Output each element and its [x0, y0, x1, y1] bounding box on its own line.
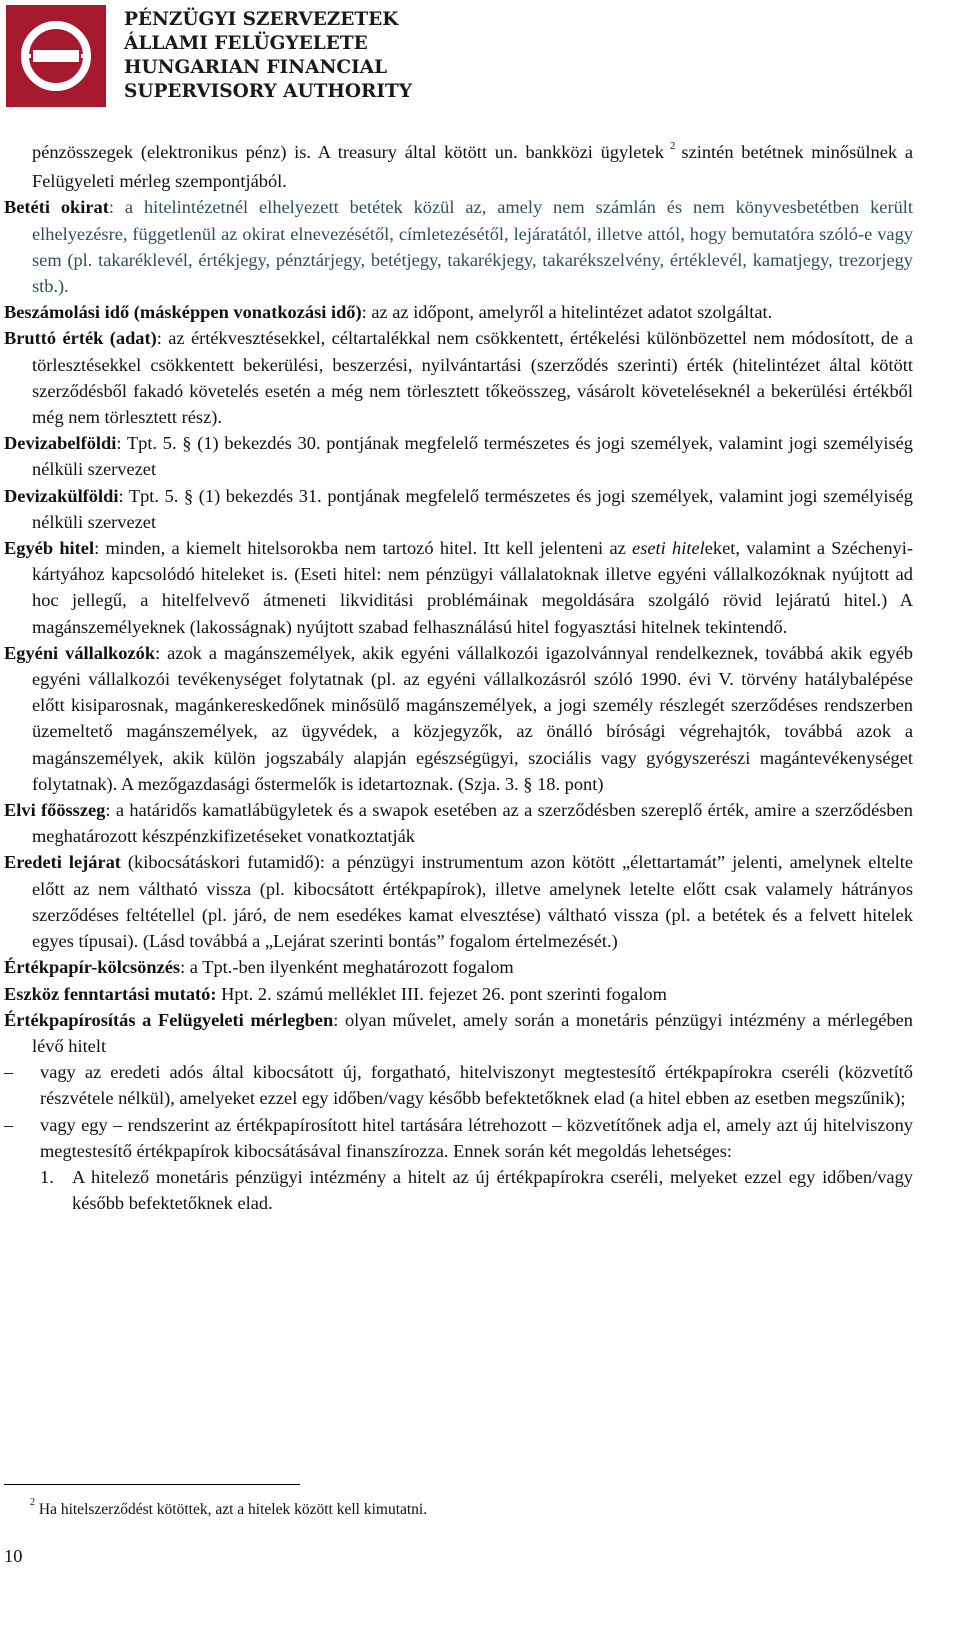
term: Eszköz fenntartási mutató: — [4, 983, 217, 1004]
page-header — [6, 4, 412, 108]
org-name-line-3: HUNGARIAN FINANCIAL — [124, 57, 388, 78]
footnote-divider — [4, 1484, 300, 1485]
definition-ertekpapir-kolcsonzes: Értékpapír-kölcsönzés: a Tpt.-ben ilyenként meghatározott fogalom — [4, 957, 514, 978]
definition-beteti-okirat: Betéti okirat: a hitelintézetnél elhelyezett betétek közül az, amely nem számlán és nem könyvesbetétben került elhelyezésre, függetlenül az okirat elnevezésétől, címletezésétől, lejáratától, illetve attól, hogy bemutatóra szóló-e vagy sem (pl. takaréklevél, értékjegy, pénztárjegy, betétjegy, takarékjegy, takarékszelvény, értéklevél, kamatjegy, trezorjegy stb.). — [4, 197, 913, 297]
definition-elvi-foosszeg: Elvi főösszeg: a határidős kamatlábügyletek és a swapok esetében az a szerződésben szereplő érték, amire a szerződésben meghatározott készpénzkifizetéseket vonatkoztatják — [4, 800, 913, 847]
definition-ertekpapirositas: Értékpapírosítás a Felügyeleti mérlegben: olyan művelet, amely során a monetáris pénzügyi intézmény a mérlegében lévő hitelt — [4, 1009, 913, 1056]
document-body — [4, 139, 913, 1216]
footnote-number: 2 — [30, 1497, 35, 1508]
term: Egyéb hitel — [4, 538, 95, 559]
paragraph-continuation: pénzösszegek (elektronikus pénz) is. A treasury által kötött un. bankközi ügyletek $^2$ szintén betétnek minősülnek a Felügyeleti mérleg szempontjából. — [32, 140, 913, 192]
org-name-line-2: ÁLLAMI FELÜGYELETE — [124, 33, 368, 54]
org-name-line-4: SUPERVISORY AUTHORITY — [124, 81, 413, 102]
organization-name — [124, 8, 412, 104]
definition-beszamolasi-ido: Beszámolási idő (másképpen vonatkozási idő): az az időpont, amelyről a hitelintézet adatot szolgáltat. — [4, 302, 773, 323]
footnote-reference: 2 — [669, 140, 676, 152]
list-item: – vagy egy – rendszerint az értékpapírosított hitel tartására létrehozott – közvetítőnek adja el, amely azt új hitelviszony megtestesítő értékpapírok kibocsátásával finanszírozza. Ennek során két megoldás lehetséges: — [4, 1112, 913, 1164]
definition-devizakulfoldi: Devizakülföldi: Tpt. 5. § (1) bekezdés 31. pontjának megfelelő természetes és jogi személyek, valamint jogi személyiség nélküli szervezet — [4, 485, 913, 532]
dash-bullet: – — [4, 1062, 14, 1083]
term: Devizakülföldi — [4, 485, 119, 506]
definition-egyeni-vallalkozok: Egyéni vállalkozók: azok a magánszemélyek, akik egyéni vállalkozói igazolvánnyal rendelkeznek, továbbá akik egyéb egyéni vállalkozói tevékenységet folytatnak (pl. az egyéni vállalkozásról szóló 1990. évi V. törvény hatálybalépése előtt kisiparosnak, magánkereskedőnek minősülő magánszemélyek, a jogi személy részlegét szerződéses rendszerben üzemeltető magánszemélyek, az ügyvédek, a közjegyzők, az önálló bírósági végrehajtók, továbbá azok a magánszemélyek, akik külön jogszabály alapján egészségügyi, szociális vagy gyógyszerészi magántevékenységet folytatnak). A mezőgazdasági őstermelők is idetartoznak. (Szja. 3. § 18. pont) — [4, 642, 913, 794]
definition-egyeb-hitel: Egyéb hitel: minden, a kiemelt hitelsorokba nem tartozó hitel. Itt kell jelenteni az eseti hiteleket, valamint a Széchenyi-kártyához kapcsolódó hiteleket is. (Eseti hitel: nem pénzügyi vállalatoknak illetve egyéni vállalkozóknak nyújtott ad hoc jellegű, a hitelfelvevő átmeneti likviditási problémáinak megoldására szolgáló rövid lejáratú hitel.) A magánszemélyeknek (lakosságnak) nyújtott szabad felhasználású hitel fogyasztási hitelnek tekintendő. — [4, 538, 913, 637]
org-name-line-1: PÉNZÜGYI SZERVEZETEK — [124, 9, 399, 30]
definition-devizabelfoldi: Devizabelföldi: Tpt. 5. § (1) bekezdés 30. pontjának megfelelő természetes és jogi személyek, valamint jogi személyiség nélküli szervezet — [4, 433, 913, 480]
term: Eredeti lejárat — [4, 852, 121, 873]
term: Beszámolási idő (másképpen vonatkozási idő) — [4, 302, 362, 323]
definition-eszkoz-fenntartasi-mutato: Eszköz fenntartási mutató: Hpt. 2. számú melléklet III. fejezet 26. pont szerinti fogalom — [4, 983, 667, 1004]
definition-brutto-ertek: Bruttó érték (adat): az értékvesztésekkel, céltartalékkal nem csökkentett, értékelési különbözettel nem módosított, de a törlesztésekkel csökkentett bekerülési, beszerzési, nyilvántartási (szerződés szerinti) érték (hitelintézet által kötött szerződésből fakadó követelés esetén a még nem törlesztett tőkeösszeg, vásárolt követeléseknél a bekerülési értékből még nem törlesztett rész). — [4, 328, 913, 428]
numbered-list-item: 1. A hitelező monetáris pénzügyi intézmény a hitelt az új értékpapírokra cseréli, melyeket ezzel egy időben/vagy később befektetőknek elad. — [4, 1164, 913, 1216]
term: Betéti okirat — [4, 197, 109, 218]
term: Értékpapír-kölcsönzés — [4, 957, 181, 978]
term: Bruttó érték (adat) — [4, 328, 157, 349]
italic-term: eseti hitel — [632, 538, 705, 559]
term: Értékpapírosítás a Felügyeleti mérlegben — [4, 1009, 334, 1030]
definition-eredeti-lejarat: Eredeti lejárat (kibocsátáskori futamidő): a pénzügyi instrumentum azon kötött „élettartamát” jelenti, amelynek eltelte előtt az nem váltható vissza (pl. kibocsátott értékpapírok), illetve amelynek letelte előtt csak valamely hátrányos szerződéses feltétellel (pl. járó, de nem esedékes kamat elvesztése) váltható vissza (pl. a betétek és a felvett hitelek egyes típusai). (Lásd továbbá a „Lejárat szerinti bontás” fogalom értelmezését.) — [4, 852, 914, 952]
pszaf-logo-icon — [6, 5, 106, 107]
term: Egyéni vállalkozók — [4, 642, 156, 663]
footnote: $^2$ Ha hitelszerződést kötöttek, azt a hitelek között kell kimutatni. — [30, 1497, 428, 1519]
logo-emblem — [6, 5, 106, 107]
dash-bullet: – — [4, 1114, 14, 1135]
page-number: 10 — [4, 1546, 23, 1566]
list-item: – vagy az eredeti adós által kibocsátott új, forgatható, hitelviszonyt megtestesítő értékpapírokra cseréli (közvetítő részvétele nélkül), amelyeket ezzel egy időben/vagy később befektetőknek elad (a hitel ebben az esetben megszűnik); — [4, 1059, 913, 1111]
list-number: 1. — [40, 1166, 54, 1187]
term: Elvi főösszeg — [4, 800, 106, 821]
term: Devizabelföldi — [4, 433, 117, 454]
